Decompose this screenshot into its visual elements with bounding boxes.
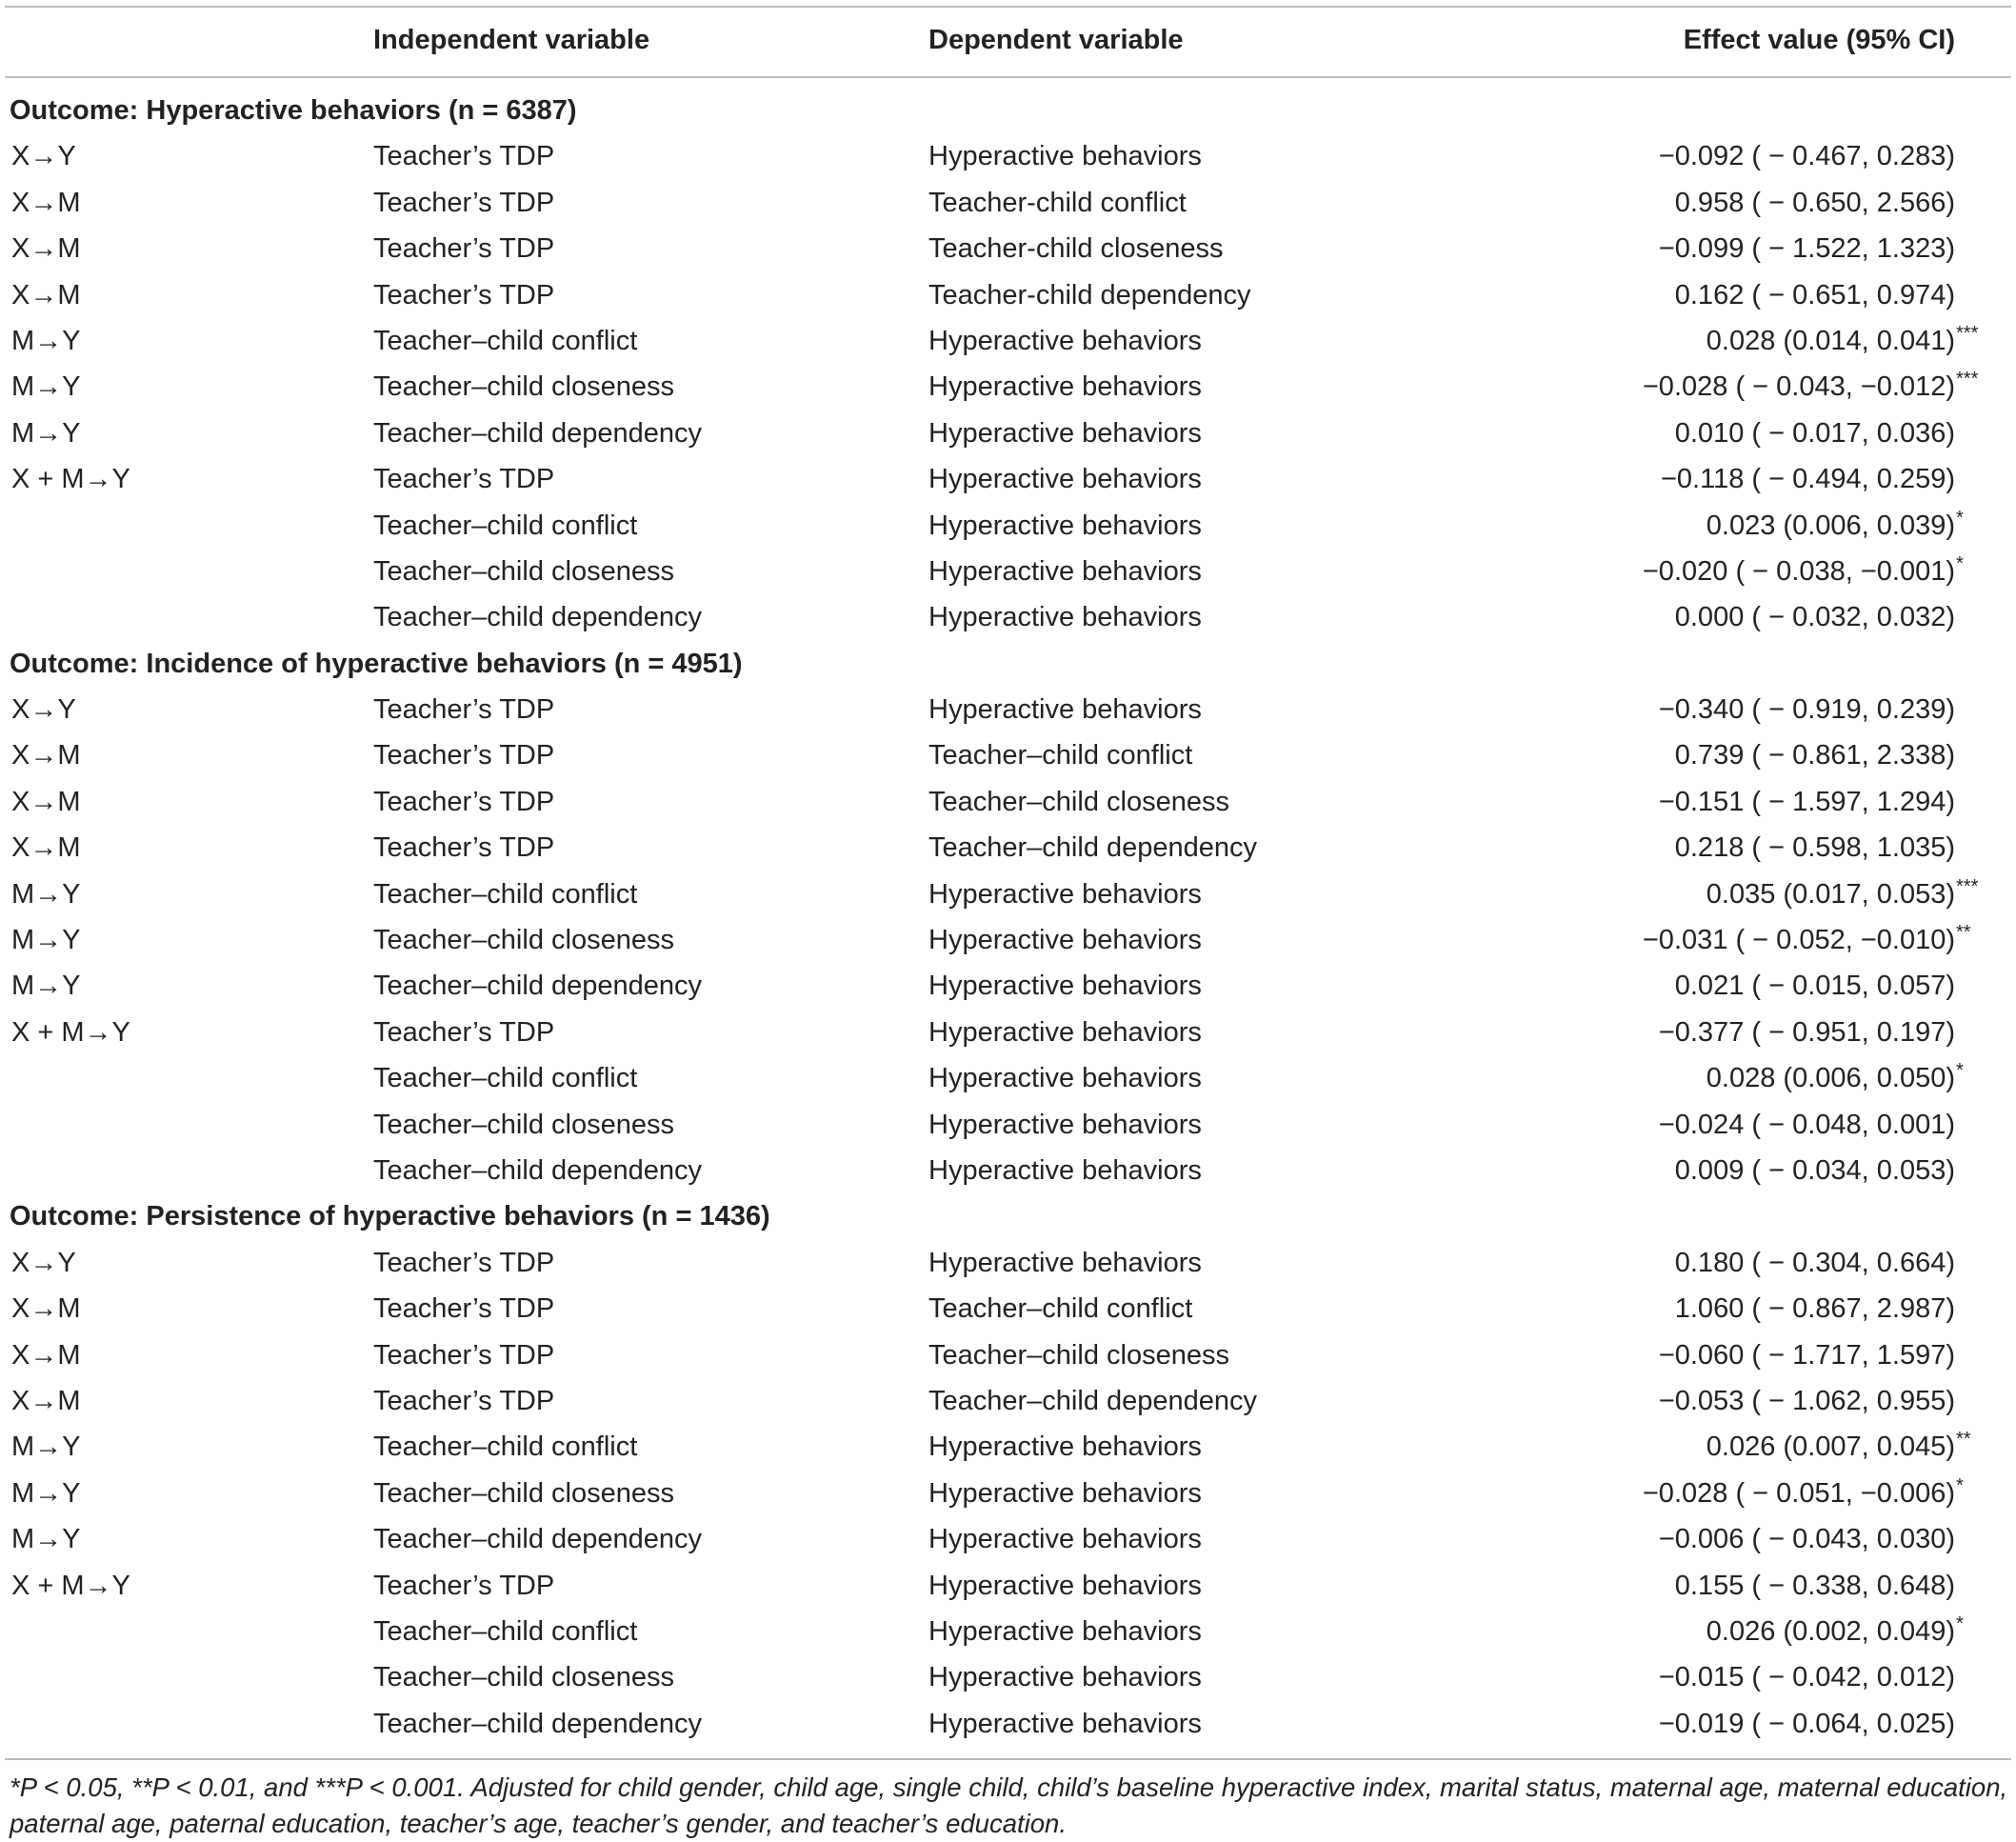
section-header-row	[0, 1193, 2016, 1239]
dependent-variable-cell: Hyperactive behaviors	[928, 878, 1202, 910]
table-row	[0, 226, 2016, 271]
effect-value-cell: −0.118 ( − 0.494, 0.259)	[1660, 464, 1955, 495]
dependent-variable-cell: Hyperactive behaviors	[928, 325, 1202, 356]
dependent-variable-cell: Teacher–child conflict	[928, 740, 1193, 771]
path-cell: X→Y	[11, 694, 76, 726]
path-cell: X→M	[11, 233, 81, 265]
path-cell: X→M	[11, 740, 81, 771]
table-footnote: *P < 0.05, **P < 0.01, and ***P < 0.001. Adjusted for child gender, child age, single child, child’s baseline hyperactive index, marital status, maternal age, maternal education, paternal age, paternal education, teacher’s age, teacher’s gender, and teacher’s education.	[10, 1772, 2008, 1838]
effect-value-cell: −0.019 ( − 0.064, 0.025)	[1658, 1708, 1955, 1739]
dependent-variable-cell: Teacher–child dependency	[928, 832, 1258, 864]
effect-value-cell: 0.162 ( − 0.651, 0.974)	[1674, 279, 1955, 310]
table-row	[0, 364, 2016, 410]
independent-variable-cell: Teacher–child conflict	[373, 1432, 638, 1463]
dependent-variable-cell: Hyperactive behaviors	[928, 1708, 1202, 1739]
effect-value-cell: −0.053 ( − 1.062, 0.955)	[1658, 1385, 1955, 1416]
path-cell: M→Y	[11, 925, 81, 956]
table-row	[0, 1471, 2016, 1516]
table-row	[0, 318, 2016, 364]
dependent-variable-cell: Teacher–child dependency	[928, 1385, 1258, 1416]
independent-variable-cell: Teacher–child dependency	[373, 1524, 703, 1555]
table-row	[0, 1563, 2016, 1609]
table-row	[0, 1424, 2016, 1470]
table-header-rule	[5, 76, 2011, 78]
independent-variable-cell: Teacher–child dependency	[373, 971, 703, 1002]
dependent-variable-cell: Teacher–child closeness	[928, 786, 1229, 817]
effect-value-cell: −0.377 ( − 0.951, 0.197)	[1658, 1016, 1955, 1048]
path-cell: X→Y	[11, 1247, 76, 1278]
dependent-variable-cell: Teacher–child conflict	[928, 1293, 1193, 1325]
effect-value-cell: 0.028 (0.006, 0.050)	[1706, 1063, 1955, 1094]
table-row	[0, 272, 2016, 318]
independent-variable-cell: Teacher–child conflict	[373, 878, 638, 910]
path-cell: X→M	[11, 279, 81, 310]
dependent-variable-cell: Hyperactive behaviors	[928, 1247, 1202, 1278]
effect-value-cell: 0.035 (0.017, 0.053)	[1706, 878, 1955, 910]
path-cell: X→M	[11, 786, 81, 817]
table-row	[0, 1378, 2016, 1424]
dependent-variable-cell: Hyperactive behaviors	[928, 417, 1202, 449]
path-cell: X + M→Y	[11, 1016, 130, 1048]
dependent-variable-cell: Teacher–child closeness	[928, 1339, 1229, 1371]
effect-value-cell: −0.028 ( − 0.043, −0.012)	[1642, 371, 1955, 403]
path-cell: M→Y	[11, 878, 81, 910]
independent-variable-cell: Teacher–child closeness	[373, 555, 674, 587]
significance-marker: **	[1956, 1429, 1971, 1451]
independent-variable-cell: Teacher’s TDP	[373, 694, 555, 726]
independent-variable-cell: Teacher–child dependency	[373, 417, 703, 449]
table-bottom-rule	[5, 1758, 2011, 1760]
dependent-variable-cell: Hyperactive behaviors	[928, 555, 1202, 587]
table-row	[0, 1055, 2016, 1101]
path-cell: X + M→Y	[11, 464, 130, 495]
independent-variable-cell: Teacher’s TDP	[373, 1293, 555, 1325]
independent-variable-cell: Teacher’s TDP	[373, 279, 555, 310]
independent-variable-cell: Teacher’s TDP	[373, 464, 555, 495]
independent-variable-cell: Teacher–child conflict	[373, 510, 638, 541]
dependent-variable-cell: Hyperactive behaviors	[928, 510, 1202, 541]
table-row	[0, 963, 2016, 1009]
table-top-rule	[5, 6, 2011, 8]
header-independent-variable: Independent variable	[373, 25, 650, 55]
table-row	[0, 1102, 2016, 1148]
significance-marker: ***	[1956, 875, 1979, 897]
independent-variable-cell: Teacher’s TDP	[373, 1247, 555, 1278]
effect-value-cell: 0.023 (0.006, 0.039)	[1706, 510, 1955, 541]
independent-variable-cell: Teacher–child conflict	[373, 1615, 638, 1647]
path-cell: X→M	[11, 832, 81, 864]
table-row	[0, 1654, 2016, 1700]
table-row	[0, 1010, 2016, 1055]
effect-value-cell: −0.099 ( − 1.522, 1.323)	[1658, 233, 1955, 265]
independent-variable-cell: Teacher’s TDP	[373, 1570, 555, 1601]
table-row	[0, 917, 2016, 963]
independent-variable-cell: Teacher’s TDP	[373, 1385, 555, 1416]
independent-variable-cell: Teacher’s TDP	[373, 832, 555, 864]
effect-value-cell: 0.010 ( − 0.017, 0.036)	[1674, 417, 1955, 449]
independent-variable-cell: Teacher–child closeness	[373, 371, 674, 403]
effect-value-cell: −0.028 ( − 0.051, −0.006)	[1642, 1477, 1955, 1509]
section-title: Outcome: Persistence of hyperactive behaviors (n = 1436)	[10, 1201, 770, 1232]
path-cell: M→Y	[11, 1524, 81, 1555]
effect-value-cell: −0.340 ( − 0.919, 0.239)	[1658, 694, 1955, 726]
section-header-row	[0, 641, 2016, 687]
path-cell: X + M→Y	[11, 1570, 130, 1601]
table-row	[0, 180, 2016, 226]
dependent-variable-cell: Hyperactive behaviors	[928, 1524, 1202, 1555]
path-cell: M→Y	[11, 325, 81, 356]
effect-value-cell: −0.092 ( − 0.467, 0.283)	[1658, 141, 1955, 172]
table-row	[0, 503, 2016, 549]
independent-variable-cell: Teacher’s TDP	[373, 786, 555, 817]
path-cell: M→Y	[11, 1432, 81, 1463]
path-cell: X→M	[11, 1293, 81, 1325]
independent-variable-cell: Teacher–child closeness	[373, 925, 674, 956]
dependent-variable-cell: Hyperactive behaviors	[928, 1109, 1202, 1140]
section-title: Outcome: Incidence of hyperactive behaviors (n = 4951)	[10, 648, 743, 679]
path-cell: X→M	[11, 187, 81, 218]
table-row	[0, 779, 2016, 825]
dependent-variable-cell: Hyperactive behaviors	[928, 1154, 1202, 1186]
dependent-variable-cell: Teacher-child dependency	[928, 279, 1251, 310]
independent-variable-cell: Teacher’s TDP	[373, 740, 555, 771]
significance-marker: *	[1956, 1474, 1964, 1496]
significance-marker: *	[1956, 1612, 1964, 1634]
effect-value-cell: 0.021 ( − 0.015, 0.057)	[1674, 971, 1955, 1002]
header-dependent-variable: Dependent variable	[928, 25, 1184, 55]
significance-marker: ***	[1956, 322, 1979, 344]
path-cell: M→Y	[11, 417, 81, 449]
table-row	[0, 1516, 2016, 1562]
table-row	[0, 1701, 2016, 1747]
effect-value-cell: 0.739 ( − 0.861, 2.338)	[1674, 740, 1955, 771]
significance-marker: ***	[1956, 369, 1979, 390]
effect-value-cell: −0.024 ( − 0.048, 0.001)	[1658, 1109, 1955, 1140]
effect-value-cell: 0.026 (0.002, 0.049)	[1706, 1615, 1955, 1647]
table-row	[0, 1332, 2016, 1378]
path-cell: X→M	[11, 1385, 81, 1416]
table-row	[0, 456, 2016, 502]
effect-value-cell: −0.020 ( − 0.038, −0.001)	[1642, 555, 1955, 587]
path-cell: X→M	[11, 1339, 81, 1371]
table-row	[0, 1148, 2016, 1193]
dependent-variable-cell: Hyperactive behaviors	[928, 694, 1202, 726]
independent-variable-cell: Teacher’s TDP	[373, 1339, 555, 1371]
effect-value-cell: 0.009 ( − 0.034, 0.053)	[1674, 1154, 1955, 1186]
independent-variable-cell: Teacher–child closeness	[373, 1662, 674, 1693]
effect-value-cell: 0.155 ( − 0.338, 0.648)	[1674, 1570, 1955, 1601]
significance-marker: **	[1956, 922, 1971, 944]
significance-marker: *	[1956, 552, 1964, 574]
effect-value-cell: 0.218 ( − 0.598, 1.035)	[1674, 832, 1955, 864]
dependent-variable-cell: Hyperactive behaviors	[928, 602, 1202, 633]
table-row	[0, 687, 2016, 732]
path-cell: X→Y	[11, 141, 76, 172]
effect-value-cell: −0.060 ( − 1.717, 1.597)	[1658, 1339, 1955, 1371]
table-row	[0, 871, 2016, 917]
table-row	[0, 732, 2016, 778]
independent-variable-cell: Teacher–child closeness	[373, 1109, 674, 1140]
dependent-variable-cell: Hyperactive behaviors	[928, 925, 1202, 956]
dependent-variable-cell: Hyperactive behaviors	[928, 371, 1202, 403]
effect-value-cell: 0.958 ( − 0.650, 2.566)	[1674, 187, 1955, 218]
independent-variable-cell: Teacher’s TDP	[373, 233, 555, 265]
dependent-variable-cell: Teacher-child conflict	[928, 187, 1187, 218]
significance-marker: *	[1956, 1060, 1964, 1082]
independent-variable-cell: Teacher’s TDP	[373, 141, 555, 172]
significance-marker: *	[1956, 507, 1964, 529]
effect-value-cell: −0.006 ( − 0.043, 0.030)	[1658, 1524, 1955, 1555]
effect-value-cell: 0.180 ( − 0.304, 0.664)	[1674, 1247, 1955, 1278]
effect-value-cell: 1.060 ( − 0.867, 2.987)	[1674, 1293, 1955, 1325]
independent-variable-cell: Teacher’s TDP	[373, 187, 555, 218]
dependent-variable-cell: Teacher-child closeness	[928, 233, 1224, 265]
table-row	[0, 594, 2016, 640]
table-row	[0, 1609, 2016, 1654]
table-row	[0, 549, 2016, 594]
dependent-variable-cell: Hyperactive behaviors	[928, 1063, 1202, 1094]
effect-value-cell: −0.151 ( − 1.597, 1.294)	[1658, 786, 1955, 817]
independent-variable-cell: Teacher–child conflict	[373, 1063, 638, 1094]
dependent-variable-cell: Hyperactive behaviors	[928, 1016, 1202, 1048]
table-row	[0, 825, 2016, 871]
path-cell: M→Y	[11, 371, 81, 403]
table-row	[0, 1240, 2016, 1286]
dependent-variable-cell: Hyperactive behaviors	[928, 464, 1202, 495]
path-cell: M→Y	[11, 1477, 81, 1509]
dependent-variable-cell: Hyperactive behaviors	[928, 971, 1202, 1002]
effect-value-cell: −0.015 ( − 0.042, 0.012)	[1658, 1662, 1955, 1693]
independent-variable-cell: Teacher–child closeness	[373, 1477, 674, 1509]
dependent-variable-cell: Hyperactive behaviors	[928, 1570, 1202, 1601]
effect-value-cell: −0.031 ( − 0.052, −0.010)	[1642, 925, 1955, 956]
table-row	[0, 133, 2016, 179]
effect-value-cell: 0.028 (0.014, 0.041)	[1706, 325, 1955, 356]
dependent-variable-cell: Hyperactive behaviors	[928, 1432, 1202, 1463]
effect-value-cell: 0.000 ( − 0.032, 0.032)	[1674, 602, 1955, 633]
header-effect-value: Effect value (95% CI)	[1683, 25, 1955, 55]
dependent-variable-cell: Hyperactive behaviors	[928, 141, 1202, 172]
independent-variable-cell: Teacher–child dependency	[373, 1154, 703, 1186]
table-row	[0, 1286, 2016, 1331]
section-header-row	[0, 88, 2016, 133]
independent-variable-cell: Teacher–child dependency	[373, 602, 703, 633]
dependent-variable-cell: Hyperactive behaviors	[928, 1477, 1202, 1509]
dependent-variable-cell: Hyperactive behaviors	[928, 1662, 1202, 1693]
independent-variable-cell: Teacher–child conflict	[373, 325, 638, 356]
effect-value-cell: 0.026 (0.007, 0.045)	[1706, 1432, 1955, 1463]
results-table	[0, 88, 2016, 1747]
path-cell: M→Y	[11, 971, 81, 1002]
table-row	[0, 410, 2016, 456]
section-title: Outcome: Hyperactive behaviors (n = 6387)	[10, 95, 577, 126]
independent-variable-cell: Teacher–child dependency	[373, 1708, 703, 1739]
dependent-variable-cell: Hyperactive behaviors	[928, 1615, 1202, 1647]
independent-variable-cell: Teacher’s TDP	[373, 1016, 555, 1048]
